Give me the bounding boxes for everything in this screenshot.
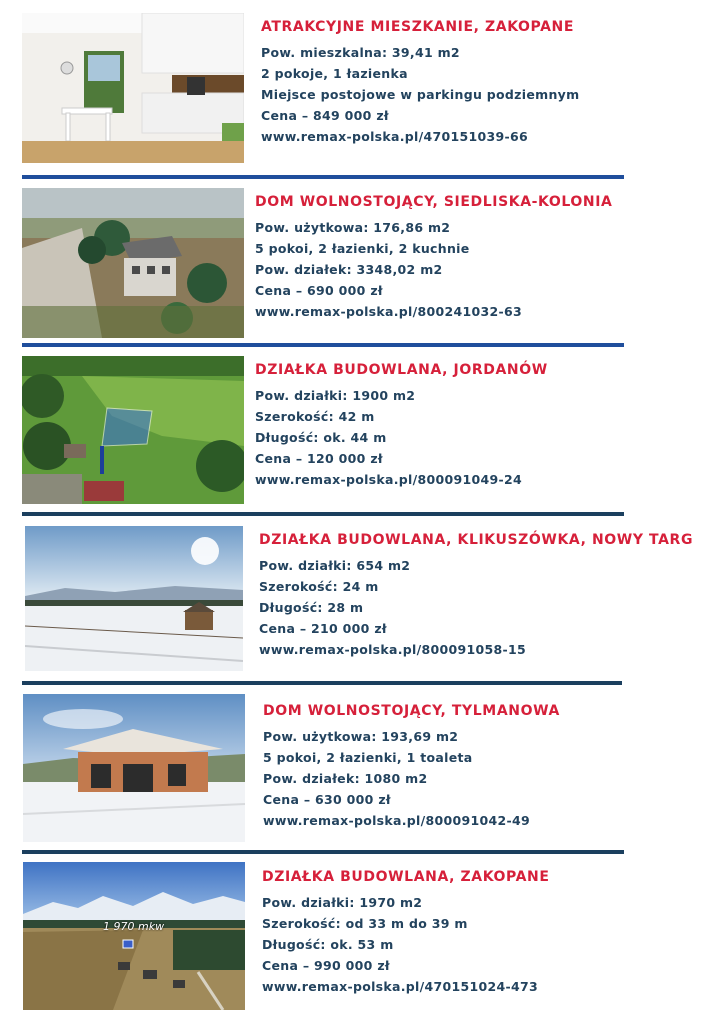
listing-info — [255, 361, 548, 490]
listing-title: DZIAŁKA BUDOWLANA, JORDANÓW — [255, 362, 548, 378]
listing-info — [259, 531, 693, 660]
listing-url[interactable]: www.remax-polska.pl/470151024-473 — [262, 979, 538, 994]
listing-url[interactable]: www.remax-polska.pl/470151039-66 — [261, 129, 528, 144]
listing-price: Cena – 690 000 zł — [255, 283, 383, 298]
listing-price: Cena – 630 000 zł — [263, 792, 391, 807]
listing-info — [263, 702, 560, 831]
listing-rooms: 2 pokoje, 1 łazienka — [261, 66, 408, 81]
listing-photo-unfinished-house — [23, 694, 245, 842]
listing-photo-plot-aerial — [22, 356, 244, 504]
listing-plot-area: Pow. działek: 3348,02 m2 — [255, 262, 443, 277]
listing-length: Długość: ok. 44 m — [255, 430, 387, 445]
listing-title: DZIAŁKA BUDOWLANA, ZAKOPANE — [262, 869, 550, 885]
listing-area: Pow. użytkowa: 176,86 m2 — [255, 220, 451, 235]
divider — [22, 343, 624, 347]
listing-info — [262, 868, 550, 997]
listing-url[interactable]: www.remax-polska.pl/800091049-24 — [255, 472, 522, 487]
listing-photo-snowy-plot — [25, 526, 243, 671]
divider — [22, 681, 622, 685]
listing-area: Pow. działki: 1970 m2 — [262, 895, 423, 910]
listing-photo-mountain-plot — [23, 862, 245, 1010]
listing-info — [255, 193, 612, 322]
plot-area-label: 1 970 mkw — [103, 920, 165, 933]
listing-width: Szerokość: 42 m — [255, 409, 375, 424]
listing-plot-area: Pow. działek: 1080 m2 — [263, 771, 428, 786]
listing-price: Cena – 120 000 zł — [255, 451, 383, 466]
divider — [22, 850, 624, 854]
listing-width: Szerokość: od 33 m do 39 m — [262, 916, 468, 931]
listing-length: Długość: 28 m — [259, 600, 364, 615]
listing-title: DOM WOLNOSTOJĄCY, SIEDLISKA-KOLONIA — [255, 194, 613, 210]
divider — [22, 512, 624, 516]
listing-area: Pow. użytkowa: 193,69 m2 — [263, 729, 459, 744]
listing-url[interactable]: www.remax-polska.pl/800091042-49 — [263, 813, 530, 828]
listing-length: Długość: ok. 53 m — [262, 937, 394, 952]
listing-area: Pow. mieszkalna: 39,41 m2 — [261, 45, 460, 60]
listing-price: Cena – 210 000 zł — [259, 621, 387, 636]
listing-photo-house-aerial — [22, 188, 244, 338]
listing-title: DZIAŁKA BUDOWLANA, KLIKUSZÓWKA, NOWY TARG — [259, 532, 694, 548]
listing-rooms: 5 pokoi, 2 łazienki, 2 kuchnie — [255, 241, 470, 256]
listing-rooms: 5 pokoi, 2 łazienki, 1 toaleta — [263, 750, 473, 765]
divider — [22, 175, 624, 179]
listing-area: Pow. działki: 1900 m2 — [255, 388, 416, 403]
listing-width: Szerokość: 24 m — [259, 579, 379, 594]
listing-price: Cena – 990 000 zł — [262, 958, 390, 973]
listing-price: Cena – 849 000 zł — [261, 108, 389, 123]
listing-url[interactable]: www.remax-polska.pl/800241032-63 — [255, 304, 522, 319]
listing-area: Pow. działki: 654 m2 — [259, 558, 411, 573]
listing-title: DOM WOLNOSTOJĄCY, TYLMANOWA — [263, 703, 560, 719]
listing-info — [261, 18, 579, 147]
listing-url[interactable]: www.remax-polska.pl/800091058-15 — [259, 642, 526, 657]
listing-photo-apartment-kitchen — [22, 13, 244, 163]
listing-parking: Miejsce postojowe w parkingu podziemnym — [261, 87, 580, 102]
listing-title: ATRAKCYJNE MIESZKANIE, ZAKOPANE — [261, 19, 575, 35]
